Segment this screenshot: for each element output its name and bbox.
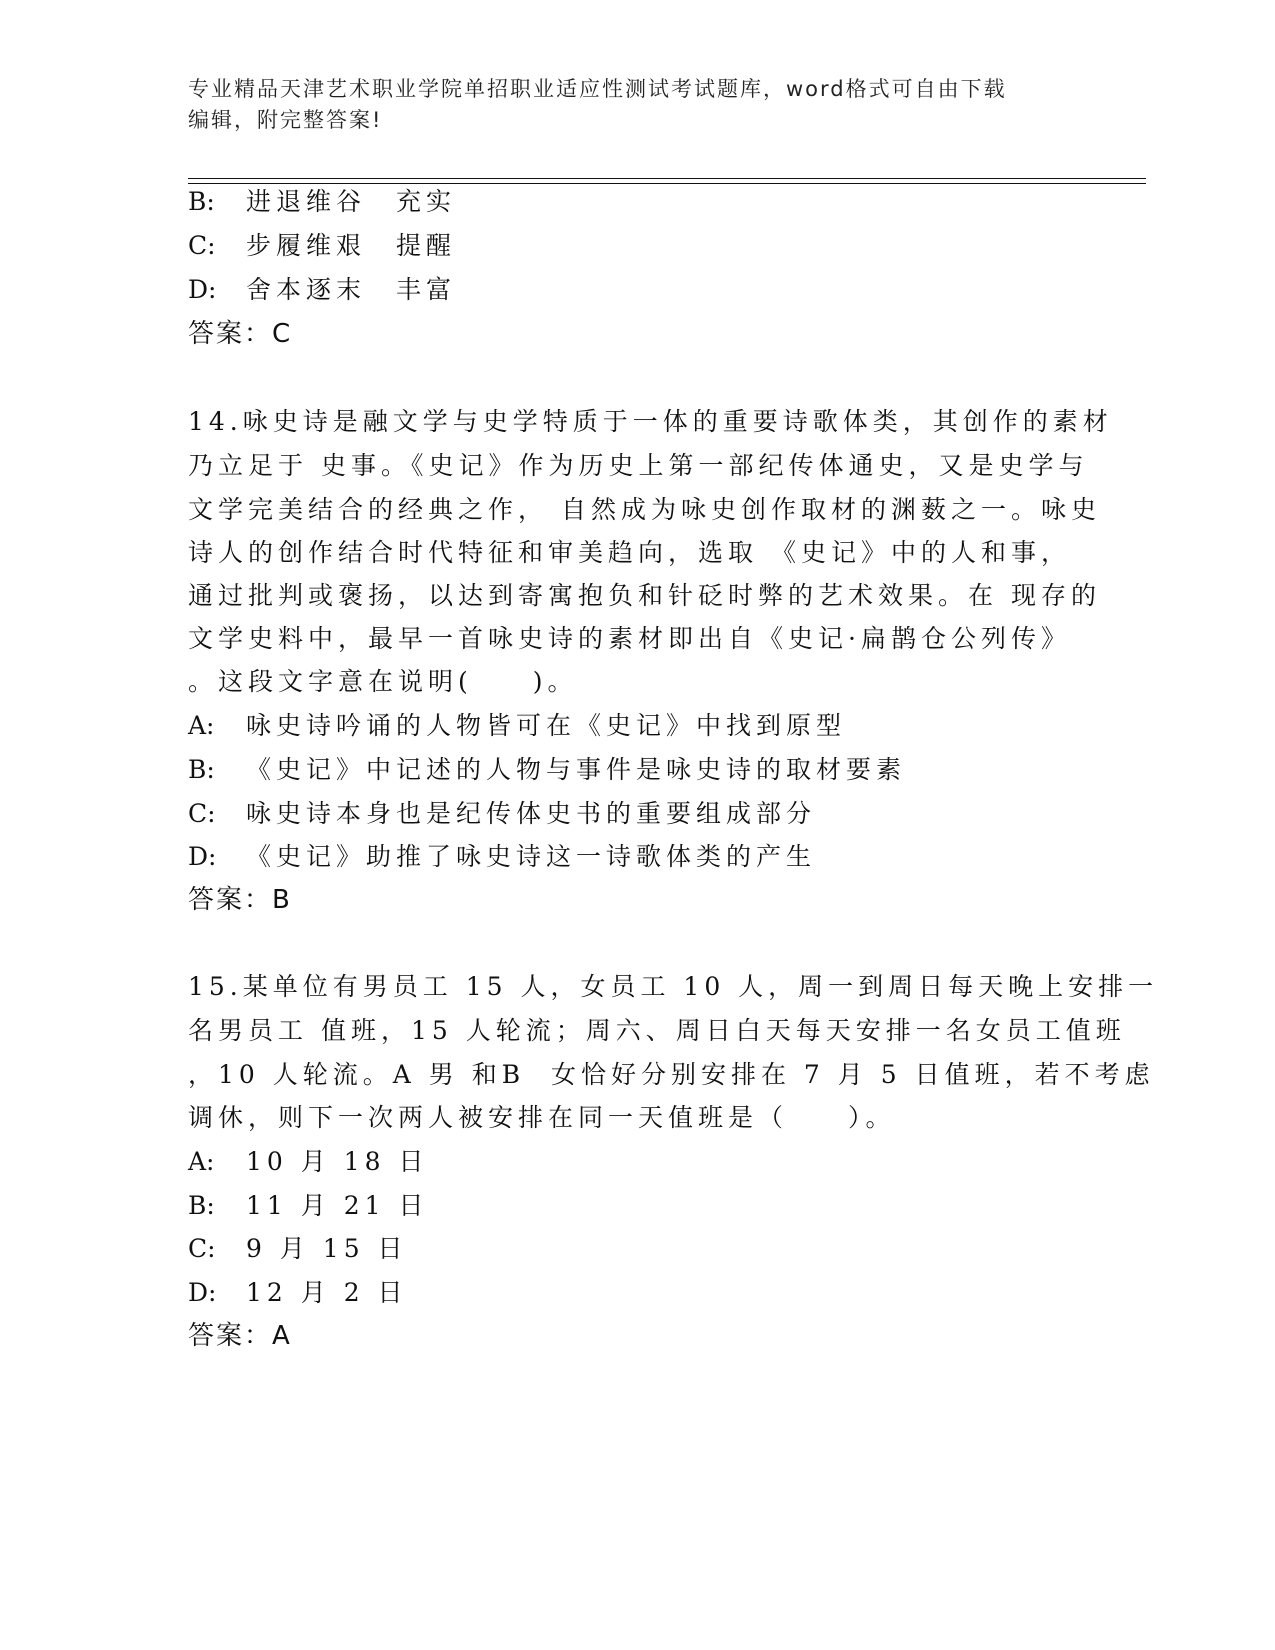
q13-option-c [188, 230, 456, 262]
option-key: C: [188, 799, 216, 828]
q15-option-a [188, 1146, 428, 1178]
q14-stem-line: 文学史料中，最早一首咏史诗的素材即出自《史记·扁鹊仓公列传》 [188, 624, 1071, 653]
header-line-2: 编辑，附完整答案! [188, 108, 383, 132]
q14-stem-line: 。这段文字意在说明( )。 [188, 667, 578, 696]
q14-stem-line: 14.咏史诗是融文学与史学特质于一体的重要诗歌体类，其创作的素材 [188, 407, 1113, 436]
q14-option-d [188, 841, 816, 873]
q13-option-b [188, 186, 456, 218]
option-key: C: [188, 231, 216, 260]
option-key: D: [188, 1278, 217, 1307]
q15-stem-line: 名男员工 值班，15 人轮流；周六、周日白天每天安排一名女员工值班 [188, 1016, 1126, 1045]
q15-option-c [188, 1233, 408, 1265]
q14-option-b [188, 754, 906, 786]
header-divider-top [188, 178, 1146, 179]
option-key: A: [188, 711, 215, 740]
option-text: 10 月 18 日 [246, 1147, 429, 1176]
header-line-1: 专业精品天津艺术职业学院单招职业适应性测试考试题库，word格式可自由下载 [188, 77, 1007, 101]
q14-option-a [188, 710, 846, 742]
q14-answer: 答案：B [188, 885, 292, 915]
q15-option-b [188, 1190, 428, 1222]
option-text: 《史记》中记述的人物与事件是咏史诗的取材要素 [246, 755, 907, 784]
document-header [188, 74, 1088, 136]
q15-option-d [188, 1277, 408, 1309]
option-key: B: [188, 187, 215, 216]
option-key: C: [188, 1234, 216, 1263]
q13-option-d [188, 274, 456, 306]
header-divider-bottom [188, 183, 1146, 184]
q14-stem-line: 文学完美结合的经典之作， 自然成为咏史创作取材的渊薮之一。咏史 [188, 495, 1101, 524]
option-text: 咏史诗本身也是纪传体史书的重要组成部分 [246, 799, 817, 828]
q15-stem-line: ，10 人轮流。A 男 和B 女恰好分别安排在 7 月 5 日值班，若不考虑 [188, 1060, 1155, 1089]
option-text: 《史记》助推了咏史诗这一诗歌体类的产生 [246, 842, 817, 871]
q15-stem-line: 调休，则下一次两人被安排在同一天值班是（ ）。 [188, 1103, 896, 1132]
q14-option-c [188, 798, 816, 830]
option-text: 咏史诗吟诵的人物皆可在《史记》中找到原型 [246, 711, 847, 740]
option-text: 舍本逐末 丰富 [246, 275, 457, 304]
option-text: 11 月 21 日 [246, 1191, 429, 1220]
option-key: B: [188, 1191, 215, 1220]
q14-stem-line: 乃立足于 史事。《史记》作为历史上第一部纪传体通史，又是史学与 [188, 451, 1089, 480]
option-key: A: [188, 1147, 215, 1176]
option-text: 9 月 15 日 [246, 1234, 408, 1263]
option-key: D: [188, 842, 217, 871]
option-key: D: [188, 275, 217, 304]
option-text: 步履维艰 提醒 [246, 231, 457, 260]
option-key: B: [188, 755, 215, 784]
option-text: 进退维谷 充实 [246, 187, 457, 216]
q15-answer: 答案：A [188, 1321, 292, 1351]
q14-stem-line: 诗人的创作结合时代特征和审美趋向，选取 《史记》中的人和事， [188, 538, 1071, 567]
q14-stem-line: 通过批判或褒扬，以达到寄寓抱负和针砭时弊的艺术效果。在 现存的 [188, 581, 1101, 610]
option-text: 12 月 2 日 [246, 1278, 408, 1307]
q13-answer: 答案：C [188, 319, 293, 349]
q15-stem-line: 15.某单位有男员工 15 人，女员工 10 人，周一到周日每天晚上安排一 [188, 972, 1159, 1001]
